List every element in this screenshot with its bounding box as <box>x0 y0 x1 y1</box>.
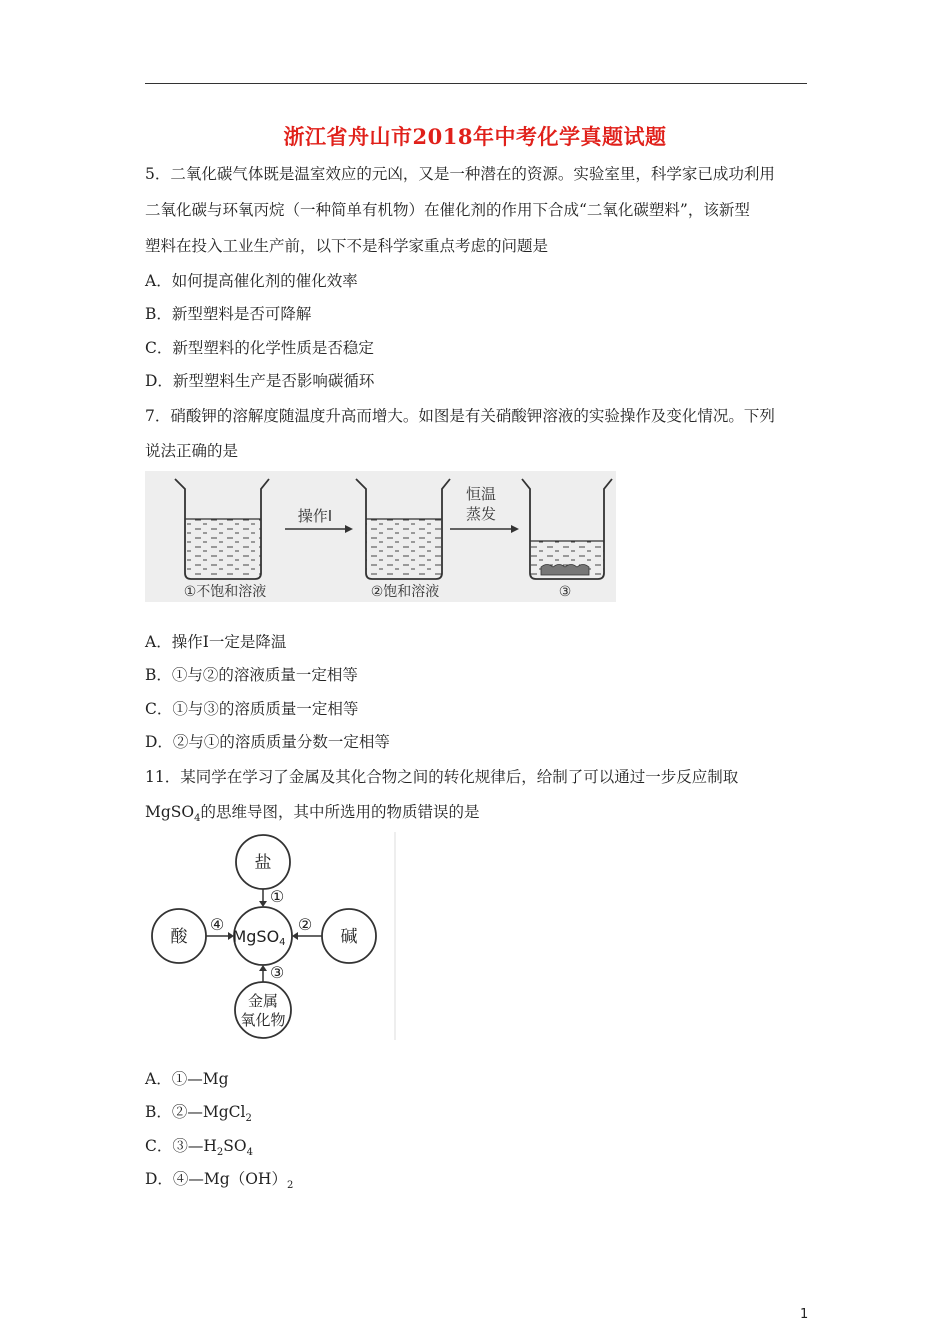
mgso4-label: MgSO4 <box>232 927 286 948</box>
q11-option-d: D．$④—Mg(OH)_2$ <box>145 1170 294 1192</box>
header-rule <box>145 83 807 84</box>
node-metal-oxide <box>235 982 291 1038</box>
q11-option-a: A．①—Mg <box>145 1070 229 1088</box>
q11-text-line-1: 11．某同学在学习了金属及其化合物之间的转化规律后，给制了可以通过一步反应制取 <box>145 768 739 786</box>
page-title: 浙江省舟山市2018年中考化学真题试题 <box>283 124 667 149</box>
arrow-evaporation <box>450 485 519 533</box>
q11-option-c: C．$③—H_2SO_4$ <box>145 1137 253 1159</box>
path-num-3: ③ <box>269 963 285 982</box>
q11-option-b: B．②—MgCl$_2$ <box>145 1103 252 1125</box>
q5-text-line-1: 5．二氧化碳气体既是温室效应的元凶，又是一种潜在的资源。实验室里，科学家已成功利用 <box>145 165 775 183</box>
metal-oxide-label-line-1: 金属 <box>247 992 279 1010</box>
beaker-3 <box>522 479 612 579</box>
path-num-2: ② <box>297 915 313 934</box>
base-label: 碱 <box>340 927 358 947</box>
q5-option-c: C．新型塑料的化学性质是否稳定 <box>145 339 374 357</box>
arrow-2-label-line-2: 蒸发 <box>465 505 497 523</box>
mgso4-mind-map <box>145 832 397 1040</box>
page-number: 1 <box>800 1307 809 1322</box>
arrow-1-label: 操作Ⅰ <box>297 507 333 525</box>
q5-text-line-2: 二氧化碳与环氧丙烷（一种简单有机物）在催化剂的作用下合成“二氧化碳塑料”，该新型 <box>145 201 750 219</box>
q5-text-line-3: 塑料在投入工业生产前，以下不是科学家重点考虑的问题是 <box>145 237 549 255</box>
arrow-operation-1 <box>285 507 353 533</box>
salt-label: 盐 <box>254 853 272 873</box>
q7-option-a: A．操作Ⅰ一定是降温 <box>145 633 287 651</box>
beaker-2-label: ②饱和溶液 <box>370 584 440 600</box>
beaker-2 <box>356 479 450 579</box>
path-num-1: ① <box>269 887 285 906</box>
q7-option-d: D．②与①的溶质质量分数一定相等 <box>145 733 390 751</box>
q7-option-c: C．①与③的溶质质量一定相等 <box>145 700 359 718</box>
q7-text-line-2: 说法正确的是 <box>145 442 239 460</box>
q11-text-line-2: MgSO$_4$的思维导图，其中所选用的物质错误的是 <box>145 803 480 825</box>
q5-option-d: D．新型塑料生产是否影响碳循环 <box>145 372 375 390</box>
beaker-experiment-figure <box>145 471 616 602</box>
acid-label: 酸 <box>170 927 188 947</box>
beaker-1-label: ①不饱和溶液 <box>183 584 267 600</box>
arrow-2-label-line-1: 恒温 <box>465 485 497 503</box>
beaker-3-label: ③ <box>558 584 572 600</box>
beaker-1 <box>175 479 269 579</box>
metal-oxide-label-line-2: 氧化物 <box>240 1011 286 1029</box>
q5-option-a: A．如何提高催化剂的催化效率 <box>145 272 358 290</box>
path-num-4: ④ <box>209 915 225 934</box>
q7-text-line-1: 7．硝酸钾的溶解度随温度升高而增大。如图是有关硝酸钾溶液的实验操作及变化情况。下列 <box>145 407 775 425</box>
q5-option-b: B．新型塑料是否可降解 <box>145 305 312 323</box>
q7-option-b: B．①与②的溶液质量一定相等 <box>145 666 358 684</box>
